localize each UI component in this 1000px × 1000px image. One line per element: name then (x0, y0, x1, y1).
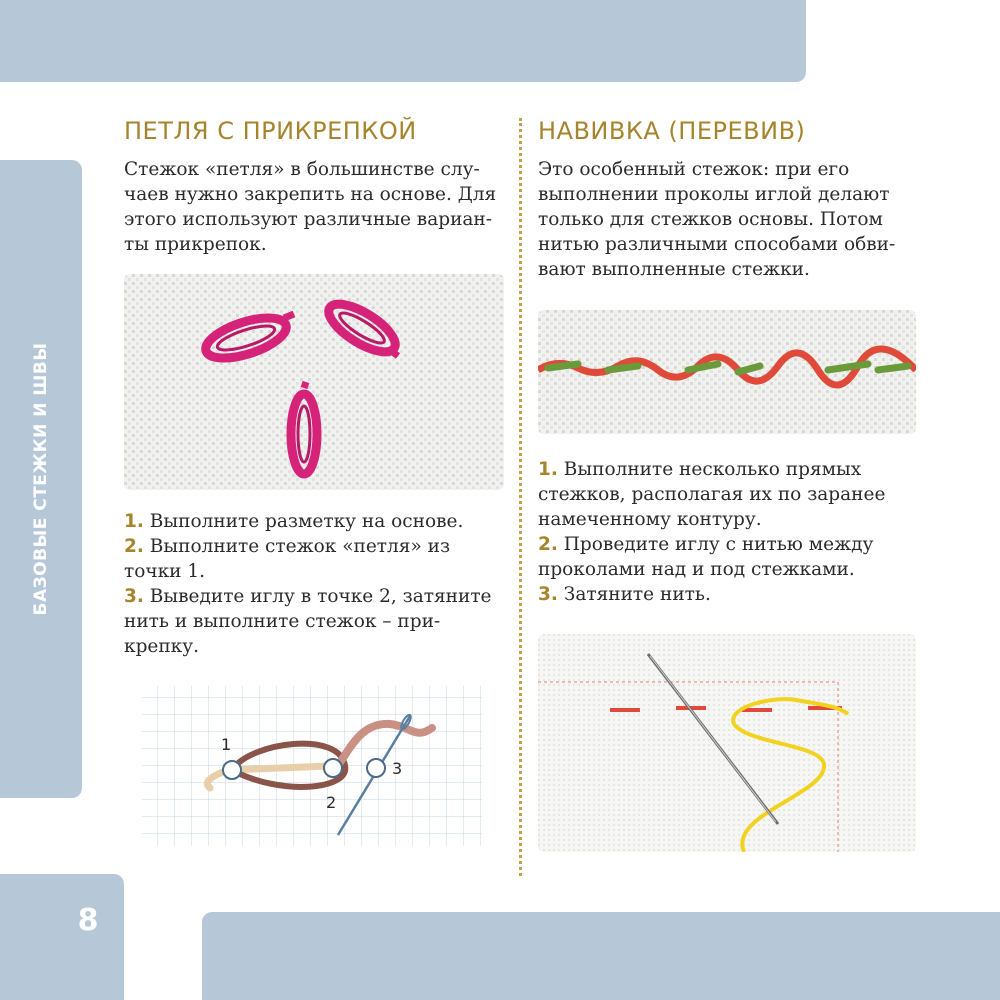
point-1-label: 1 (221, 735, 232, 754)
step-text: нить и выполните стежок – при- (124, 611, 441, 632)
right-intro (538, 157, 895, 282)
whipped-stitch-photo (538, 310, 916, 434)
step-number: 3. (124, 586, 144, 607)
page-number: 8 (77, 903, 99, 938)
step-number: 3. (538, 584, 558, 605)
step-line (538, 532, 885, 557)
right-heading: НАВИВКА (ПЕРЕВИВ) (538, 117, 806, 145)
right-intro-line: нитью различными способами обви- (538, 234, 896, 255)
step-text: крепку. (124, 636, 200, 657)
step-line (124, 534, 492, 559)
loop-stitch-photo (124, 274, 504, 490)
step-text: точки 1. (124, 561, 206, 582)
step-number: 1. (538, 459, 558, 480)
step-number: 2. (124, 536, 144, 557)
step-number: 1. (124, 511, 144, 532)
step-text: Проведите иглу с нитью между (563, 534, 874, 555)
step-text: Выполните несколько прямых (563, 459, 862, 480)
point-3-label: 3 (392, 759, 403, 778)
loop-stitch-diagram (140, 680, 490, 850)
step-text: Выведите иглу в точке 2, затяните (149, 586, 492, 607)
left-heading: ПЕТЛЯ С ПРИКРЕПКОЙ (124, 117, 417, 145)
point-1-marker (223, 761, 241, 779)
step-text: проколами над и под стежками. (538, 559, 855, 580)
step-line (124, 584, 492, 609)
left-intro-line: ты прикрепок. (124, 234, 267, 255)
step-text: Затяните нить. (563, 584, 711, 605)
right-steps (538, 457, 885, 607)
left-intro (124, 157, 496, 257)
point-2-marker (324, 759, 342, 777)
step-number: 2. (538, 534, 558, 555)
step-text: стежков, располагая их по заранее (538, 484, 886, 505)
step-text: намеченному контуру. (538, 509, 762, 530)
section-tab-label: БАЗОВЫЕ СТЕЖКИ И ШВЫ (31, 342, 51, 616)
bottom-banner (202, 912, 1000, 1000)
left-steps (124, 509, 492, 659)
right-intro-line: выполнении проколы иглой делают (538, 184, 890, 205)
step-line (124, 509, 492, 534)
right-intro-line: вают выполненные стежки. (538, 259, 810, 280)
point-2-label: 2 (326, 793, 337, 812)
step-text: Выполните стежок «петля» из (149, 536, 451, 557)
right-intro-line: Это особенный стежок: при его (538, 159, 850, 180)
step-line (538, 457, 885, 482)
left-intro-line: чаев нужно закрепить на основе. Для (124, 184, 497, 205)
needle-thread-photo (538, 634, 916, 852)
page-number-box (0, 874, 124, 1000)
point-3-marker (367, 759, 385, 777)
left-intro-line: Стежок «петля» в большинстве слу- (124, 159, 480, 180)
right-intro-line: только для стежков основы. Потом (538, 209, 883, 230)
column-divider (519, 118, 522, 876)
step-line (538, 582, 885, 607)
top-banner (0, 0, 806, 82)
step-text: Выполните разметку на основе. (149, 511, 464, 532)
left-intro-line: этого используют различные вариан- (124, 209, 493, 230)
